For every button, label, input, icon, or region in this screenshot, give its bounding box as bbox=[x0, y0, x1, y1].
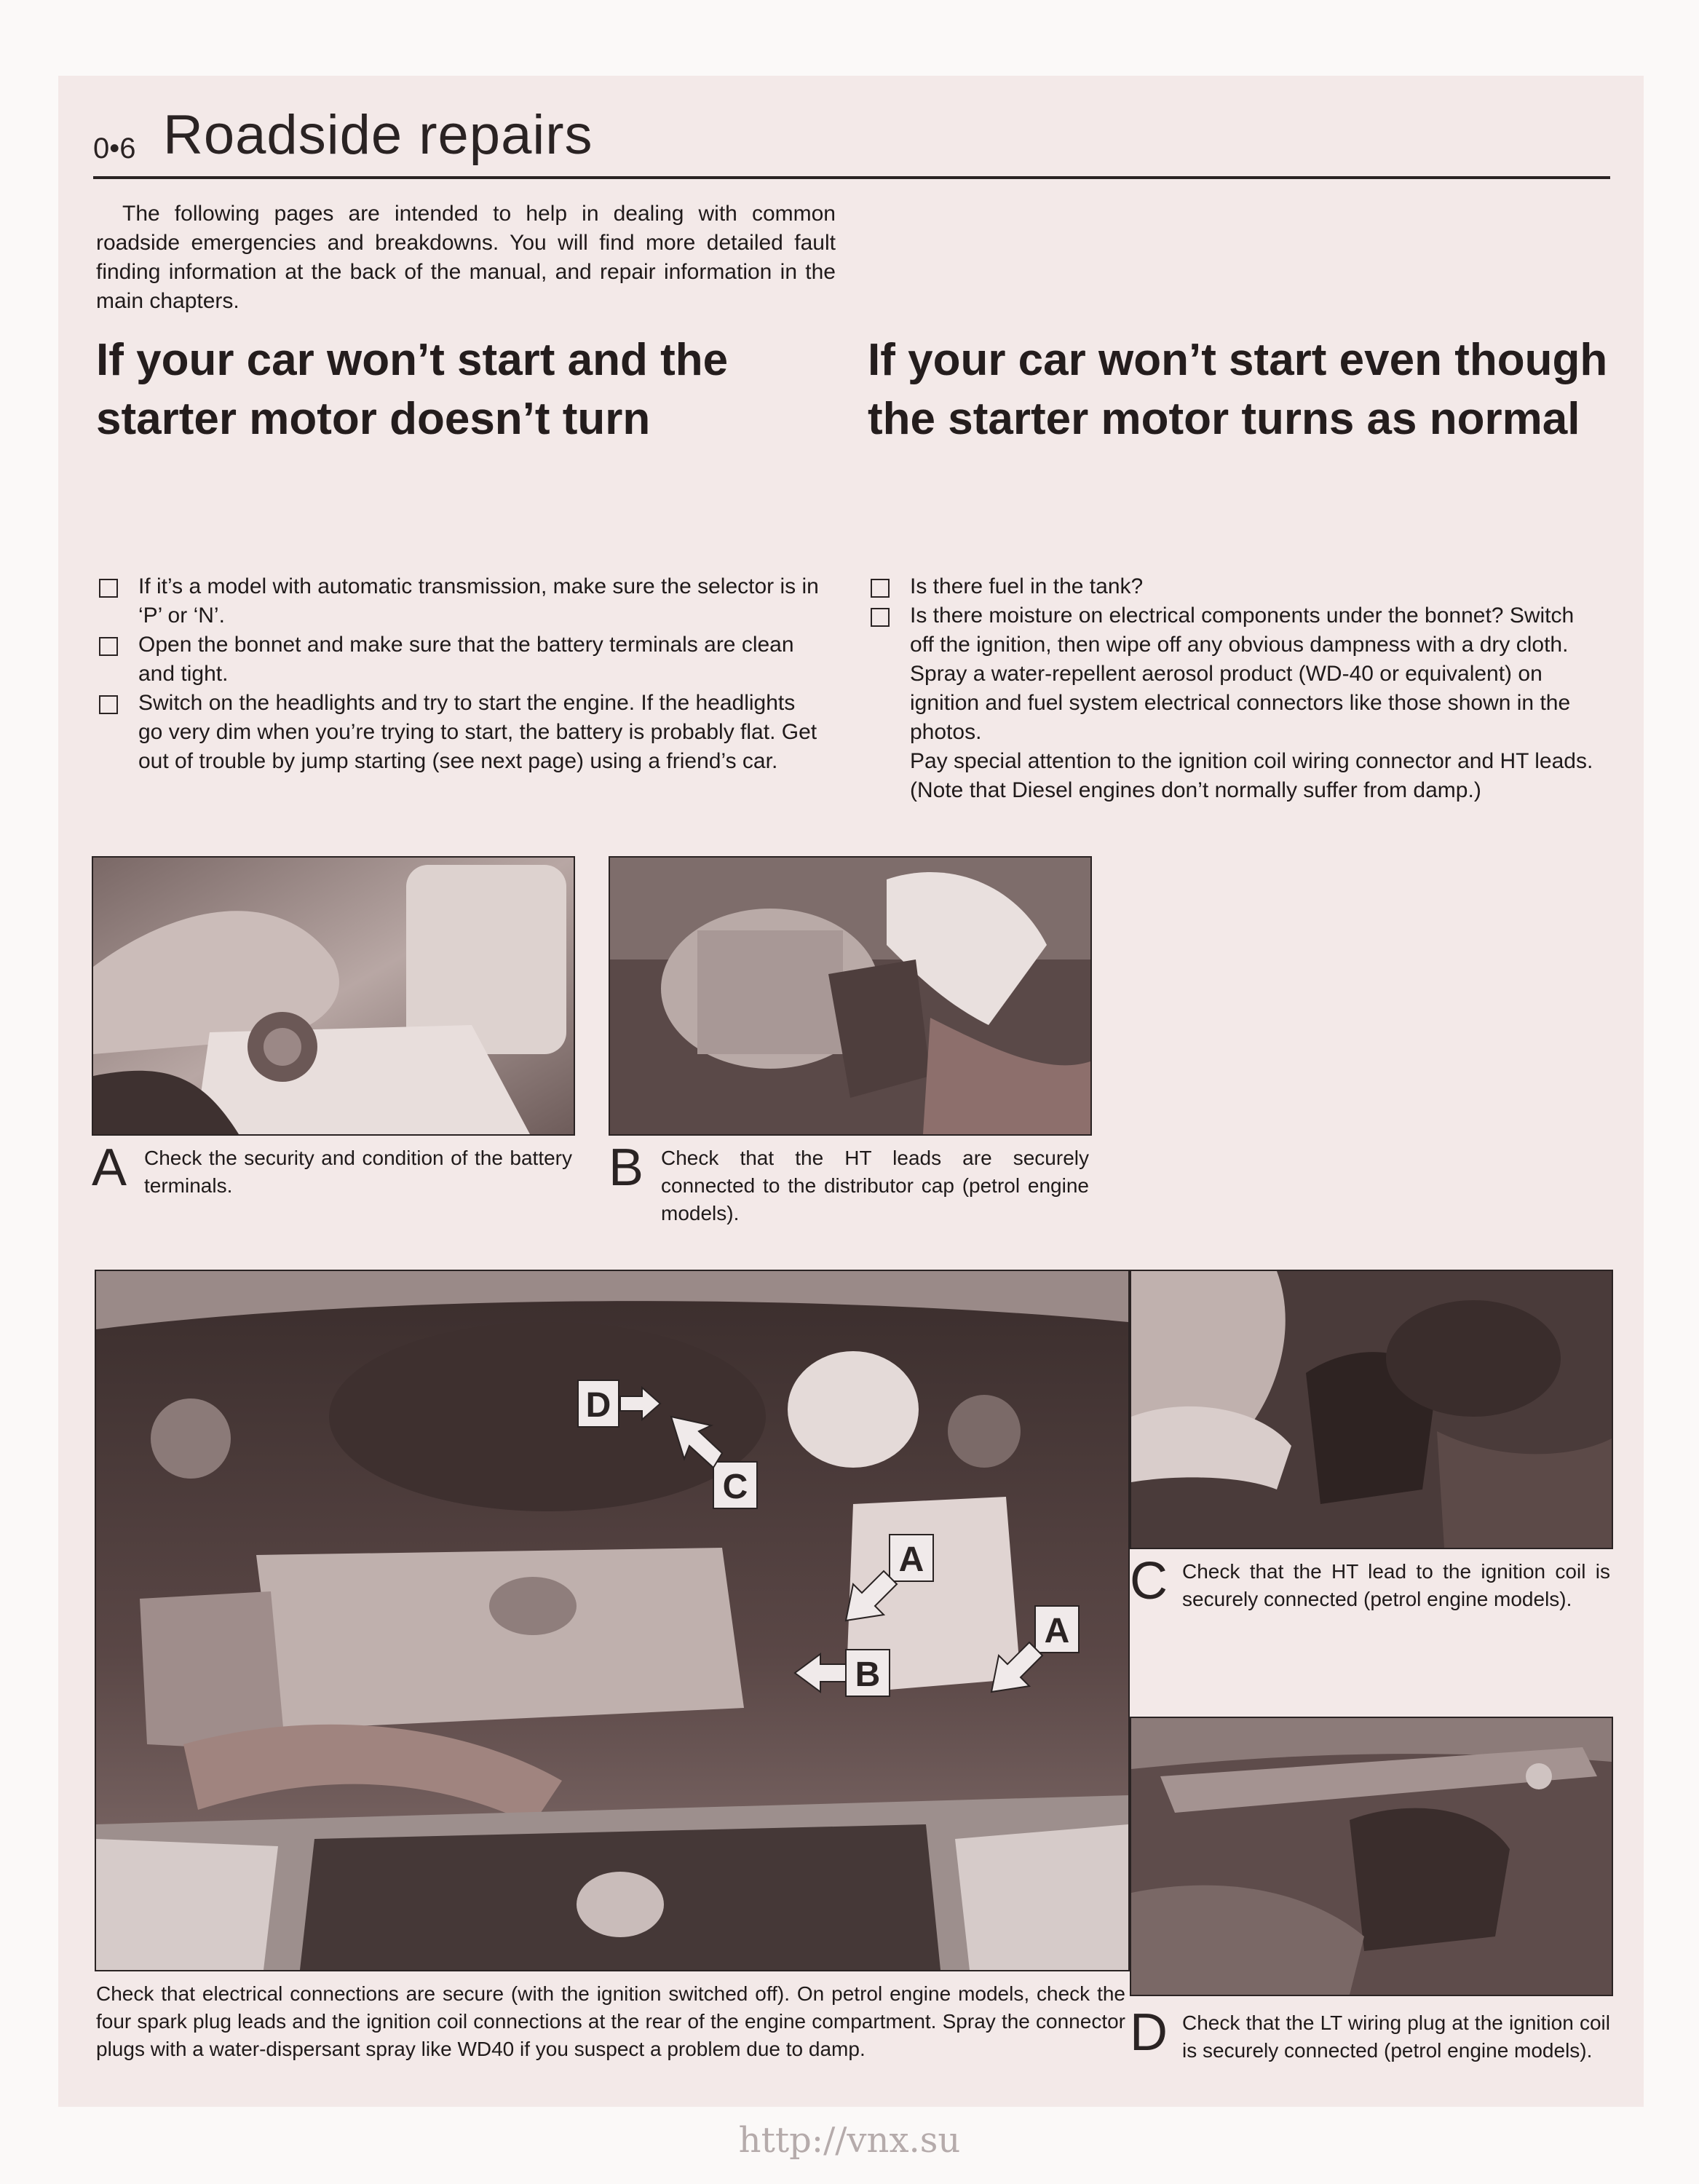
caption-letter: C bbox=[1130, 1552, 1168, 1610]
caption-text: Check the security and condition of the battery terminals. bbox=[144, 1147, 572, 1197]
intro-paragraph: The following pages are intended to help in dealing with common roadside emergencies and breakdowns. You will find more detailed fault finding information at the back of the manual, and repair information in the main chapters. bbox=[96, 202, 836, 313]
caption-letter: A bbox=[92, 1139, 127, 1197]
page-title: Roadside repairs bbox=[163, 104, 593, 166]
manual-page bbox=[58, 76, 1644, 2107]
checkbox-icon[interactable] bbox=[99, 579, 118, 598]
svg-text:B: B bbox=[855, 1655, 881, 1694]
photo-engine-bay bbox=[95, 1270, 1130, 1971]
caption-text: Check that the HT lead to the ignition coil is securely connected (petrol engine models). bbox=[1182, 1560, 1610, 1610]
footer-url: http://vnx.su bbox=[738, 2120, 961, 2161]
heading-starter-doesnt-turn: If your car won’t start and the starter motor doesn’t turn bbox=[96, 335, 729, 444]
checkbox-icon[interactable] bbox=[99, 695, 118, 714]
svg-text:C: C bbox=[722, 1468, 748, 1506]
svg-text:A: A bbox=[1044, 1612, 1070, 1650]
photo-ignition-coil-ht bbox=[1130, 1270, 1613, 1549]
page-header bbox=[93, 103, 1610, 179]
checklist-item: Is there moisture on electrical components under the bonnet? Switch off the ignition, then wipe off any obvious dampness with a dry cloth. Spray a water-repellent aerosol product (WD-40 or equivalent) on ignition and fuel system electrical connectors like those shown in the photos. bbox=[868, 601, 1603, 747]
svg-text:A: A bbox=[898, 1540, 924, 1579]
page-number: 0•6 bbox=[93, 132, 136, 165]
caption-b bbox=[609, 1139, 1089, 1227]
photo-battery-terminals bbox=[92, 856, 575, 1136]
checklist-item: Is there fuel in the tank? bbox=[868, 572, 1603, 601]
caption-text: Check that the HT leads are securely connected to the distributor cap (petrol engine models). bbox=[661, 1147, 1089, 1224]
checklist-note: Pay special attention to the ignition coil wiring connector and HT leads. (Note that Diesel engines don’t normally suffer from damp.) bbox=[910, 749, 1593, 802]
caption-letter: D bbox=[1130, 2003, 1168, 2062]
photo-distributor-cap bbox=[609, 856, 1092, 1136]
checkbox-icon[interactable] bbox=[871, 579, 890, 598]
caption-a bbox=[92, 1139, 572, 1200]
caption-c bbox=[1130, 1552, 1610, 1613]
caption-letter: B bbox=[609, 1139, 644, 1197]
heading-starter-turns: If your car won’t start even though the starter motor turns as normal bbox=[868, 335, 1608, 444]
checklist-right bbox=[868, 572, 1603, 805]
caption-d bbox=[1130, 2003, 1610, 2065]
engine-bay-caption: Check that electrical connections are secure (with the ignition switched off). On petrol engine models, check the four spark plug leads and the ignition coil connections at the rear of the engine compartment. Spray the connector plugs with a water-dispersant spray like WD40 if you suspect a problem due to damp. bbox=[96, 1982, 1125, 2060]
checkbox-icon[interactable] bbox=[99, 637, 118, 656]
checklist-item: Open the bonnet and make sure that the battery terminals are clean and tight. bbox=[96, 630, 824, 689]
checkbox-icon[interactable] bbox=[871, 608, 890, 627]
checklist-left bbox=[96, 572, 824, 776]
checklist-item: If it’s a model with automatic transmission, make sure the selector is in ‘P’ or ‘N’. bbox=[96, 572, 824, 630]
photo-lt-wiring-plug bbox=[1130, 1717, 1613, 1996]
svg-text:D: D bbox=[585, 1386, 611, 1425]
caption-text: Check that the LT wiring plug at the ignition coil is securely connected (petrol engine models). bbox=[1182, 2011, 1610, 2062]
checklist-item: Switch on the headlights and try to start the engine. If the headlights go very dim when you’re trying to start, the battery is probably flat. Get out of trouble by jump starting (see next page) using a friend’s car. bbox=[96, 689, 824, 776]
